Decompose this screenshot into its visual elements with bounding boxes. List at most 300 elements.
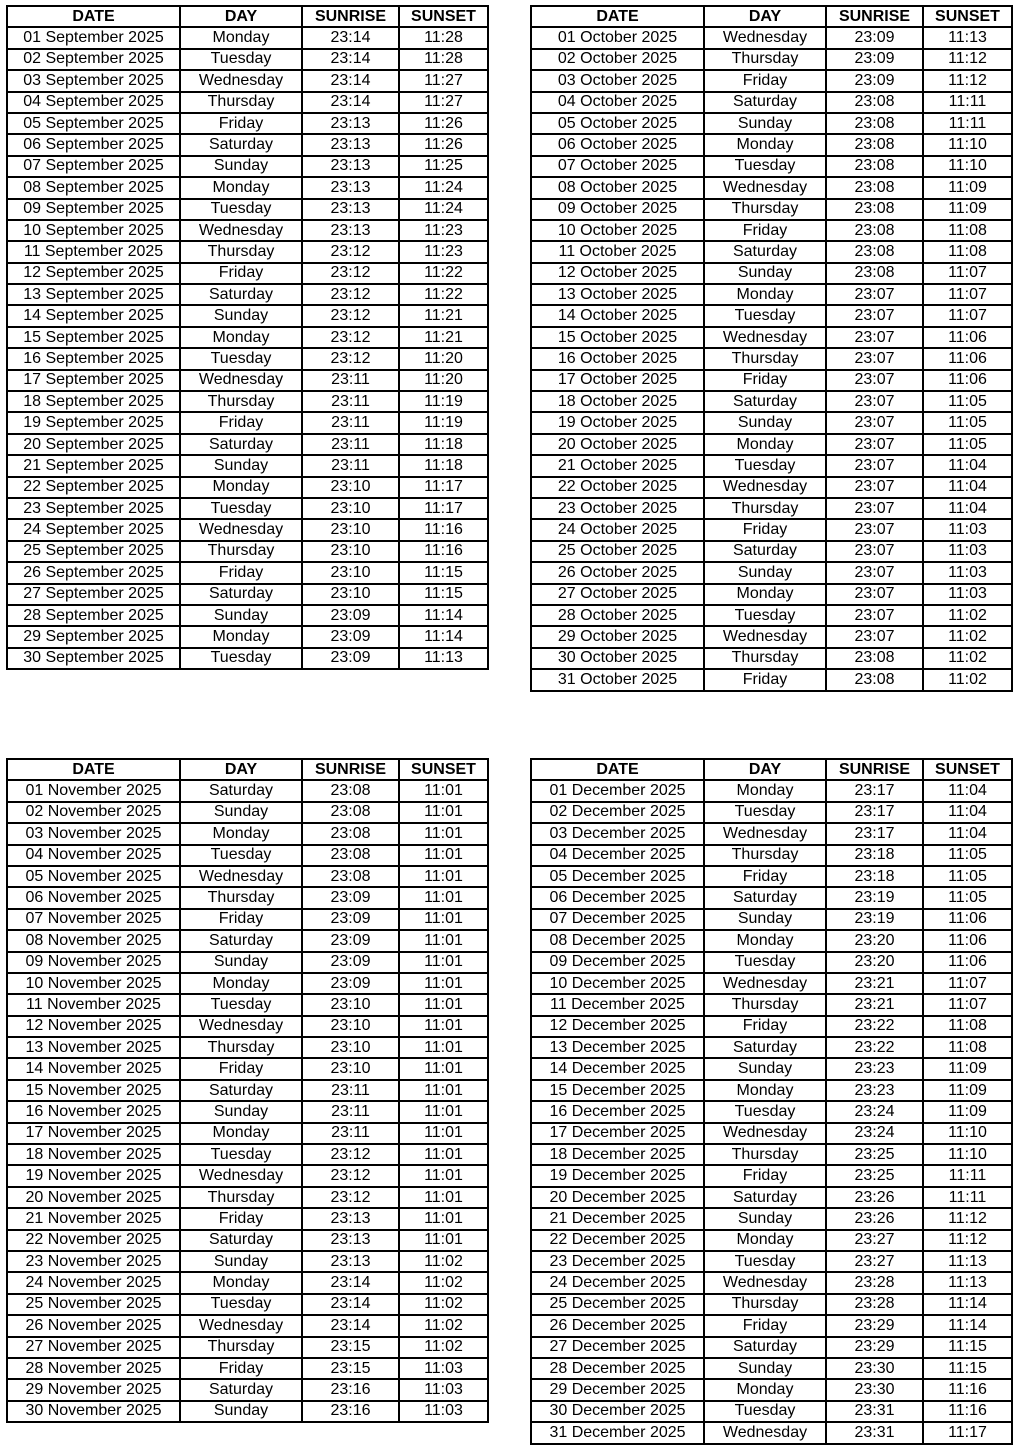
sunset-cell: 11:28 bbox=[399, 49, 488, 70]
sunrise-cell: 23:24 bbox=[826, 1123, 923, 1144]
sunrise-cell: 23:14 bbox=[302, 1315, 399, 1336]
sunrise-cell: 23:08 bbox=[826, 648, 923, 669]
sunset-cell: 11:05 bbox=[923, 845, 1012, 866]
date-cell: 02 October 2025 bbox=[531, 49, 704, 70]
day-cell: Wednesday bbox=[704, 1123, 826, 1144]
date-cell: 13 October 2025 bbox=[531, 284, 704, 305]
day-cell: Tuesday bbox=[704, 455, 826, 476]
sunset-cell: 11:20 bbox=[399, 348, 488, 369]
sunset-cell: 11:01 bbox=[399, 780, 488, 801]
sunrise-cell: 23:12 bbox=[302, 1144, 399, 1165]
sunset-cell: 11:15 bbox=[399, 584, 488, 605]
date-cell: 10 October 2025 bbox=[531, 220, 704, 241]
table-row bbox=[7, 1058, 488, 1079]
sunset-cell: 11:17 bbox=[399, 477, 488, 498]
sunset-cell: 11:01 bbox=[399, 1165, 488, 1186]
sunset-cell: 11:11 bbox=[923, 92, 1012, 113]
date-cell: 03 November 2025 bbox=[7, 823, 180, 844]
table-row bbox=[7, 113, 488, 134]
table-row bbox=[7, 199, 488, 220]
table-row bbox=[7, 284, 488, 305]
day-cell: Friday bbox=[704, 669, 826, 690]
table-row bbox=[7, 994, 488, 1015]
sunrise-cell: 23:07 bbox=[826, 541, 923, 562]
day-cell: Wednesday bbox=[704, 477, 826, 498]
sunrise-cell: 23:13 bbox=[302, 156, 399, 177]
sunrise-cell: 23:10 bbox=[302, 519, 399, 540]
table-row bbox=[531, 370, 1012, 391]
table-row bbox=[7, 412, 488, 433]
sunset-cell: 11:02 bbox=[399, 1272, 488, 1293]
sunrise-cell: 23:07 bbox=[826, 605, 923, 626]
day-cell: Saturday bbox=[704, 1337, 826, 1358]
date-cell: 24 November 2025 bbox=[7, 1272, 180, 1293]
date-cell: 28 December 2025 bbox=[531, 1358, 704, 1379]
sunset-cell: 11:07 bbox=[923, 284, 1012, 305]
date-cell: 19 December 2025 bbox=[531, 1165, 704, 1186]
sunrise-cell: 23:08 bbox=[826, 134, 923, 155]
sunrise-cell: 23:14 bbox=[302, 70, 399, 91]
sunrise-header: SUNRISE bbox=[826, 759, 923, 780]
table-row bbox=[531, 1251, 1012, 1272]
november-table bbox=[6, 758, 489, 1423]
table-row bbox=[7, 391, 488, 412]
table-row bbox=[531, 780, 1012, 801]
sunset-cell: 11:24 bbox=[399, 199, 488, 220]
day-cell: Monday bbox=[704, 584, 826, 605]
sunset-cell: 11:14 bbox=[923, 1294, 1012, 1315]
sunset-cell: 11:03 bbox=[923, 519, 1012, 540]
table-row bbox=[7, 584, 488, 605]
sunrise-cell: 23:25 bbox=[826, 1165, 923, 1186]
sunrise-cell: 23:07 bbox=[826, 455, 923, 476]
table-row bbox=[7, 952, 488, 973]
table-row bbox=[7, 1315, 488, 1336]
day-cell: Wednesday bbox=[180, 866, 302, 887]
day-cell: Monday bbox=[180, 823, 302, 844]
sunset-cell: 11:04 bbox=[923, 823, 1012, 844]
date-cell: 01 September 2025 bbox=[7, 27, 180, 48]
day-cell: Tuesday bbox=[180, 199, 302, 220]
day-cell: Sunday bbox=[704, 1358, 826, 1379]
table-row bbox=[531, 1144, 1012, 1165]
date-cell: 07 December 2025 bbox=[531, 909, 704, 930]
sunset-cell: 11:06 bbox=[923, 909, 1012, 930]
table-row bbox=[7, 1251, 488, 1272]
sunset-cell: 11:27 bbox=[399, 92, 488, 113]
sunset-cell: 11:02 bbox=[399, 1337, 488, 1358]
sunset-cell: 11:04 bbox=[923, 780, 1012, 801]
sunrise-cell: 23:30 bbox=[826, 1358, 923, 1379]
table-row bbox=[7, 1294, 488, 1315]
date-cell: 23 September 2025 bbox=[7, 498, 180, 519]
sunset-cell: 11:13 bbox=[923, 1251, 1012, 1272]
table-row bbox=[7, 1101, 488, 1122]
sunset-cell: 11:07 bbox=[923, 994, 1012, 1015]
day-cell: Thursday bbox=[704, 648, 826, 669]
table-row bbox=[531, 605, 1012, 626]
day-cell: Wednesday bbox=[704, 27, 826, 48]
date-cell: 16 September 2025 bbox=[7, 348, 180, 369]
sunrise-cell: 23:09 bbox=[302, 626, 399, 647]
sunrise-cell: 23:16 bbox=[302, 1379, 399, 1400]
sunset-cell: 11:06 bbox=[923, 952, 1012, 973]
date-cell: 19 November 2025 bbox=[7, 1165, 180, 1186]
date-cell: 20 November 2025 bbox=[7, 1187, 180, 1208]
day-cell: Sunday bbox=[704, 412, 826, 433]
date-cell: 12 November 2025 bbox=[7, 1016, 180, 1037]
sunset-cell: 11:01 bbox=[399, 1123, 488, 1144]
day-header: DAY bbox=[704, 6, 826, 27]
table-row bbox=[7, 519, 488, 540]
day-cell: Friday bbox=[180, 562, 302, 583]
date-cell: 11 September 2025 bbox=[7, 241, 180, 262]
date-cell: 03 December 2025 bbox=[531, 823, 704, 844]
sunrise-cell: 23:14 bbox=[302, 49, 399, 70]
day-cell: Thursday bbox=[180, 391, 302, 412]
sunset-cell: 11:23 bbox=[399, 220, 488, 241]
table-row bbox=[531, 477, 1012, 498]
sunset-cell: 11:17 bbox=[399, 498, 488, 519]
sunset-cell: 11:12 bbox=[923, 1230, 1012, 1251]
date-cell: 15 November 2025 bbox=[7, 1080, 180, 1101]
table-row bbox=[7, 1187, 488, 1208]
sunrise-cell: 23:07 bbox=[826, 562, 923, 583]
day-cell: Wednesday bbox=[704, 177, 826, 198]
sunset-cell: 11:03 bbox=[399, 1358, 488, 1379]
date-cell: 21 September 2025 bbox=[7, 455, 180, 476]
day-cell: Thursday bbox=[180, 887, 302, 908]
table-row bbox=[531, 887, 1012, 908]
date-cell: 14 October 2025 bbox=[531, 305, 704, 326]
table-row bbox=[531, 802, 1012, 823]
sunrise-cell: 23:08 bbox=[826, 113, 923, 134]
day-cell: Sunday bbox=[704, 562, 826, 583]
sunset-cell: 11:23 bbox=[399, 241, 488, 262]
table-row bbox=[7, 220, 488, 241]
date-cell: 22 October 2025 bbox=[531, 477, 704, 498]
day-cell: Wednesday bbox=[704, 1422, 826, 1443]
table-row bbox=[7, 241, 488, 262]
day-cell: Sunday bbox=[180, 455, 302, 476]
sunset-cell: 11:10 bbox=[923, 156, 1012, 177]
sunset-cell: 11:01 bbox=[399, 930, 488, 951]
table-row bbox=[7, 605, 488, 626]
table-row bbox=[7, 802, 488, 823]
sunrise-cell: 23:07 bbox=[826, 327, 923, 348]
table-row bbox=[531, 1165, 1012, 1186]
day-cell: Thursday bbox=[180, 1337, 302, 1358]
day-cell: Tuesday bbox=[180, 1144, 302, 1165]
table-row bbox=[7, 1144, 488, 1165]
day-cell: Saturday bbox=[180, 1230, 302, 1251]
date-cell: 30 December 2025 bbox=[531, 1401, 704, 1422]
date-cell: 27 September 2025 bbox=[7, 584, 180, 605]
sunrise-cell: 23:07 bbox=[826, 412, 923, 433]
date-cell: 14 September 2025 bbox=[7, 305, 180, 326]
table-row bbox=[7, 648, 488, 669]
sunrise-cell: 23:11 bbox=[302, 391, 399, 412]
sunset-cell: 11:12 bbox=[923, 70, 1012, 91]
date-cell: 15 October 2025 bbox=[531, 327, 704, 348]
date-cell: 24 October 2025 bbox=[531, 519, 704, 540]
sunset-cell: 11:02 bbox=[923, 648, 1012, 669]
date-cell: 20 October 2025 bbox=[531, 434, 704, 455]
date-cell: 13 December 2025 bbox=[531, 1037, 704, 1058]
september-table bbox=[6, 5, 489, 670]
sunrise-cell: 23:31 bbox=[826, 1401, 923, 1422]
sunrise-cell: 23:25 bbox=[826, 1144, 923, 1165]
date-cell: 08 October 2025 bbox=[531, 177, 704, 198]
sunrise-cell: 23:11 bbox=[302, 455, 399, 476]
sunset-cell: 11:03 bbox=[923, 562, 1012, 583]
table-row bbox=[7, 845, 488, 866]
table-row bbox=[531, 1315, 1012, 1336]
sunrise-cell: 23:12 bbox=[302, 1187, 399, 1208]
sunrise-cell: 23:07 bbox=[826, 498, 923, 519]
day-cell: Tuesday bbox=[180, 845, 302, 866]
header-row bbox=[7, 6, 488, 27]
sunrise-cell: 23:19 bbox=[826, 909, 923, 930]
date-cell: 29 October 2025 bbox=[531, 626, 704, 647]
table-row bbox=[7, 70, 488, 91]
sunrise-cell: 23:12 bbox=[302, 284, 399, 305]
table-row bbox=[531, 823, 1012, 844]
sunset-cell: 11:04 bbox=[923, 498, 1012, 519]
day-cell: Saturday bbox=[704, 541, 826, 562]
sunrise-cell: 23:08 bbox=[826, 669, 923, 690]
sunset-cell: 11:14 bbox=[399, 605, 488, 626]
sunrise-cell: 23:09 bbox=[302, 909, 399, 930]
sunset-cell: 11:22 bbox=[399, 263, 488, 284]
sunrise-cell: 23:17 bbox=[826, 780, 923, 801]
sunset-cell: 11:17 bbox=[923, 1422, 1012, 1443]
day-cell: Sunday bbox=[704, 909, 826, 930]
sunset-cell: 11:02 bbox=[923, 669, 1012, 690]
table-row bbox=[531, 305, 1012, 326]
date-cell: 15 September 2025 bbox=[7, 327, 180, 348]
day-cell: Wednesday bbox=[704, 973, 826, 994]
sunset-cell: 11:01 bbox=[399, 1230, 488, 1251]
sunrise-cell: 23:26 bbox=[826, 1208, 923, 1229]
day-cell: Sunday bbox=[180, 156, 302, 177]
table-row bbox=[7, 92, 488, 113]
sunset-cell: 11:02 bbox=[399, 1251, 488, 1272]
table-row bbox=[531, 1422, 1012, 1443]
table-row bbox=[531, 1016, 1012, 1037]
sunrise-cell: 23:08 bbox=[302, 802, 399, 823]
sunset-cell: 11:08 bbox=[923, 1037, 1012, 1058]
sunrise-cell: 23:10 bbox=[302, 562, 399, 583]
sunrise-cell: 23:23 bbox=[826, 1080, 923, 1101]
date-cell: 17 October 2025 bbox=[531, 370, 704, 391]
sunset-cell: 11:28 bbox=[399, 27, 488, 48]
day-cell: Monday bbox=[180, 27, 302, 48]
sunrise-cell: 23:11 bbox=[302, 1080, 399, 1101]
table-row bbox=[531, 973, 1012, 994]
sunrise-cell: 23:29 bbox=[826, 1337, 923, 1358]
sunrise-cell: 23:09 bbox=[302, 930, 399, 951]
sunset-cell: 11:10 bbox=[923, 1123, 1012, 1144]
sunrise-cell: 23:07 bbox=[826, 477, 923, 498]
table-row bbox=[7, 370, 488, 391]
date-header: DATE bbox=[531, 6, 704, 27]
day-cell: Saturday bbox=[180, 930, 302, 951]
sunrise-cell: 23:11 bbox=[302, 1123, 399, 1144]
day-cell: Sunday bbox=[180, 952, 302, 973]
sunset-cell: 11:13 bbox=[923, 27, 1012, 48]
sunrise-cell: 23:27 bbox=[826, 1251, 923, 1272]
day-cell: Friday bbox=[180, 1208, 302, 1229]
table-row bbox=[7, 27, 488, 48]
date-header: DATE bbox=[7, 759, 180, 780]
day-cell: Wednesday bbox=[704, 1272, 826, 1293]
sunrise-cell: 23:13 bbox=[302, 177, 399, 198]
day-cell: Tuesday bbox=[704, 605, 826, 626]
table-row bbox=[7, 455, 488, 476]
sunrise-cell: 23:12 bbox=[302, 348, 399, 369]
table-row bbox=[531, 584, 1012, 605]
table-row bbox=[7, 1379, 488, 1400]
table-row bbox=[7, 477, 488, 498]
sunset-cell: 11:19 bbox=[399, 391, 488, 412]
date-cell: 30 November 2025 bbox=[7, 1401, 180, 1422]
sunrise-header: SUNRISE bbox=[826, 6, 923, 27]
day-cell: Friday bbox=[704, 220, 826, 241]
day-cell: Friday bbox=[704, 519, 826, 540]
table-row bbox=[531, 669, 1012, 690]
day-cell: Monday bbox=[704, 1230, 826, 1251]
sunrise-cell: 23:09 bbox=[302, 952, 399, 973]
date-cell: 21 November 2025 bbox=[7, 1208, 180, 1229]
sunrise-cell: 23:22 bbox=[826, 1016, 923, 1037]
sunrise-cell: 23:13 bbox=[302, 1230, 399, 1251]
sunrise-cell: 23:24 bbox=[826, 1101, 923, 1122]
sunset-cell: 11:13 bbox=[399, 648, 488, 669]
sunset-cell: 11:05 bbox=[923, 866, 1012, 887]
sunset-cell: 11:05 bbox=[923, 887, 1012, 908]
sunset-cell: 11:16 bbox=[923, 1401, 1012, 1422]
sunset-cell: 11:11 bbox=[923, 1187, 1012, 1208]
sunset-cell: 11:01 bbox=[399, 1080, 488, 1101]
day-cell: Wednesday bbox=[180, 220, 302, 241]
day-cell: Monday bbox=[704, 1379, 826, 1400]
sunrise-cell: 23:22 bbox=[826, 1037, 923, 1058]
date-cell: 18 November 2025 bbox=[7, 1144, 180, 1165]
day-cell: Wednesday bbox=[180, 1315, 302, 1336]
table-row bbox=[531, 134, 1012, 155]
sunset-cell: 11:02 bbox=[399, 1315, 488, 1336]
day-cell: Thursday bbox=[180, 1187, 302, 1208]
day-cell: Monday bbox=[180, 1123, 302, 1144]
sunset-cell: 11:18 bbox=[399, 434, 488, 455]
day-cell: Tuesday bbox=[704, 156, 826, 177]
sunset-cell: 11:01 bbox=[399, 1101, 488, 1122]
sunrise-cell: 23:15 bbox=[302, 1358, 399, 1379]
sunrise-cell: 23:07 bbox=[826, 305, 923, 326]
day-cell: Tuesday bbox=[180, 348, 302, 369]
sunset-cell: 11:27 bbox=[399, 70, 488, 91]
table-row bbox=[7, 887, 488, 908]
day-cell: Saturday bbox=[180, 284, 302, 305]
day-cell: Saturday bbox=[704, 887, 826, 908]
sunrise-cell: 23:28 bbox=[826, 1294, 923, 1315]
day-cell: Sunday bbox=[180, 1101, 302, 1122]
day-cell: Monday bbox=[180, 327, 302, 348]
date-cell: 10 December 2025 bbox=[531, 973, 704, 994]
table-row bbox=[7, 1037, 488, 1058]
date-cell: 12 September 2025 bbox=[7, 263, 180, 284]
day-cell: Tuesday bbox=[704, 802, 826, 823]
date-cell: 12 October 2025 bbox=[531, 263, 704, 284]
sunset-cell: 11:25 bbox=[399, 156, 488, 177]
table-row bbox=[7, 305, 488, 326]
sunrise-cell: 23:29 bbox=[826, 1315, 923, 1336]
sunset-cell: 11:19 bbox=[399, 412, 488, 433]
sunset-cell: 11:08 bbox=[923, 241, 1012, 262]
date-cell: 03 October 2025 bbox=[531, 70, 704, 91]
table-row bbox=[7, 1272, 488, 1293]
date-cell: 06 December 2025 bbox=[531, 887, 704, 908]
date-cell: 30 October 2025 bbox=[531, 648, 704, 669]
day-cell: Monday bbox=[180, 177, 302, 198]
table-row bbox=[531, 1401, 1012, 1422]
date-cell: 14 December 2025 bbox=[531, 1058, 704, 1079]
day-cell: Friday bbox=[180, 263, 302, 284]
sunrise-cell: 23:09 bbox=[302, 887, 399, 908]
sunset-cell: 11:01 bbox=[399, 909, 488, 930]
date-cell: 06 September 2025 bbox=[7, 134, 180, 155]
sunrise-cell: 23:09 bbox=[302, 973, 399, 994]
day-cell: Sunday bbox=[180, 605, 302, 626]
table-row bbox=[531, 994, 1012, 1015]
day-cell: Friday bbox=[180, 1058, 302, 1079]
sunrise-cell: 23:07 bbox=[826, 284, 923, 305]
date-cell: 05 November 2025 bbox=[7, 866, 180, 887]
day-cell: Sunday bbox=[180, 305, 302, 326]
sunset-cell: 11:06 bbox=[923, 930, 1012, 951]
day-cell: Thursday bbox=[704, 1144, 826, 1165]
date-cell: 13 September 2025 bbox=[7, 284, 180, 305]
sunrise-cell: 23:08 bbox=[826, 220, 923, 241]
sunrise-cell: 23:18 bbox=[826, 845, 923, 866]
table-row bbox=[531, 263, 1012, 284]
date-cell: 09 September 2025 bbox=[7, 199, 180, 220]
day-cell: Friday bbox=[704, 1016, 826, 1037]
sunset-header: SUNSET bbox=[399, 6, 488, 27]
table-row bbox=[7, 909, 488, 930]
sunset-cell: 11:15 bbox=[399, 562, 488, 583]
sunset-cell: 11:09 bbox=[923, 1058, 1012, 1079]
table-row bbox=[531, 156, 1012, 177]
date-cell: 20 September 2025 bbox=[7, 434, 180, 455]
sunset-cell: 11:01 bbox=[399, 823, 488, 844]
table-row bbox=[7, 626, 488, 647]
sunset-cell: 11:01 bbox=[399, 973, 488, 994]
sunrise-cell: 23:07 bbox=[826, 348, 923, 369]
sunrise-cell: 23:10 bbox=[302, 584, 399, 605]
date-cell: 25 October 2025 bbox=[531, 541, 704, 562]
sunrise-cell: 23:13 bbox=[302, 113, 399, 134]
day-cell: Friday bbox=[180, 113, 302, 134]
date-cell: 08 September 2025 bbox=[7, 177, 180, 198]
sunset-cell: 11:01 bbox=[399, 952, 488, 973]
table-row bbox=[7, 1358, 488, 1379]
date-cell: 05 December 2025 bbox=[531, 866, 704, 887]
date-cell: 01 October 2025 bbox=[531, 27, 704, 48]
sunrise-cell: 23:13 bbox=[302, 220, 399, 241]
date-cell: 25 December 2025 bbox=[531, 1294, 704, 1315]
